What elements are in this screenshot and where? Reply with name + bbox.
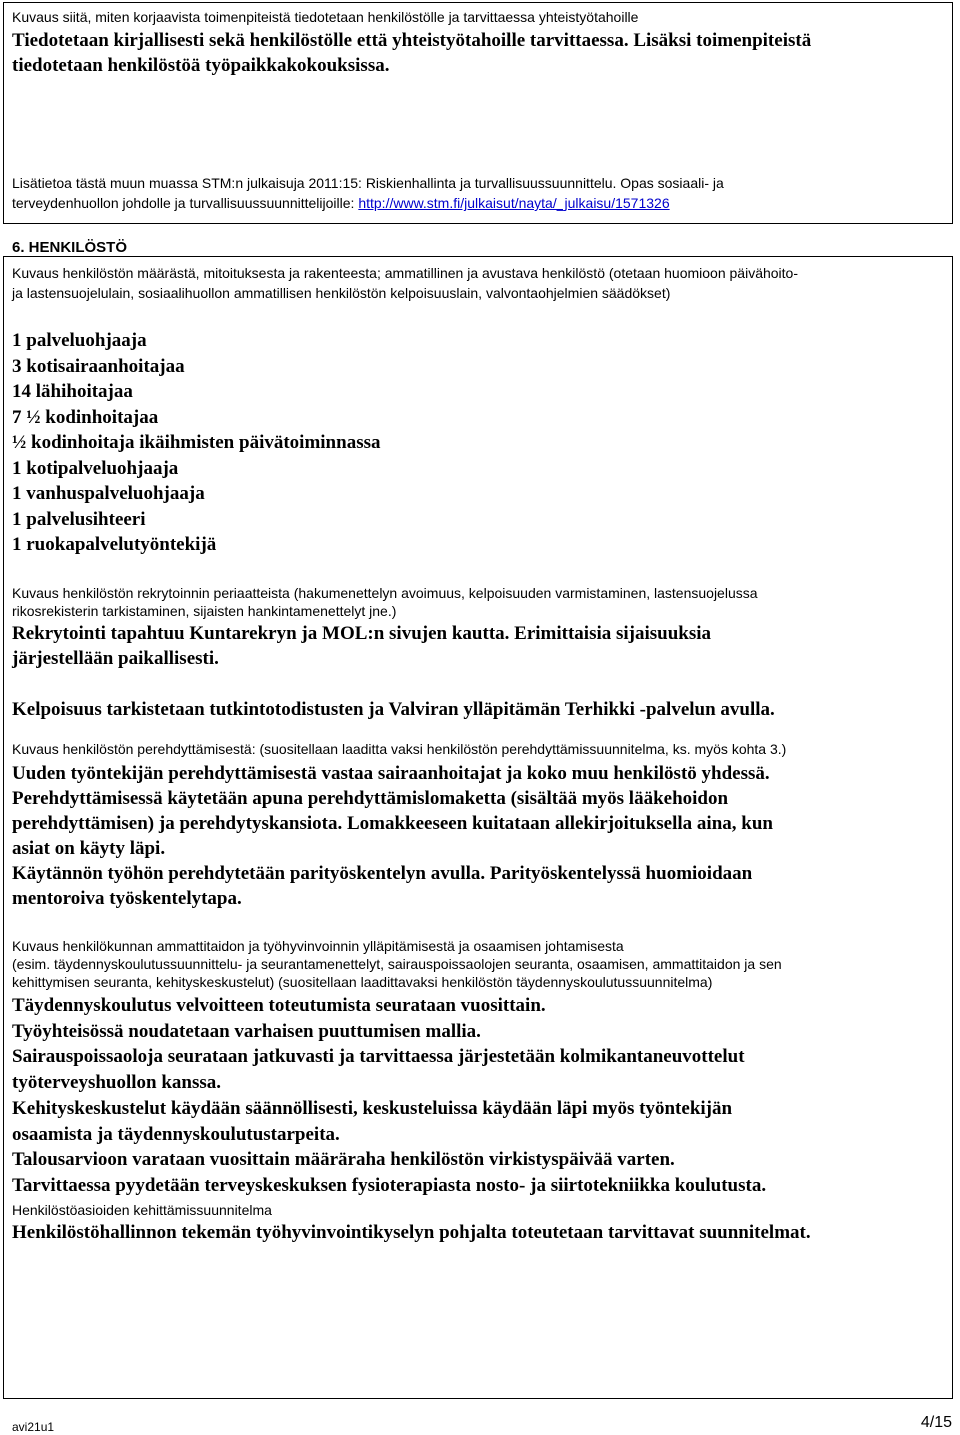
development-plan-caption: Henkilöstöasioiden kehittämissuunnitelma: [12, 1202, 272, 1218]
competence-caption: Kuvaus henkilökunnan ammattitaidon ja työhyvinvoinnin ylläpitämisestä ja osaamisen johtamisesta (esim. täydennyskoulutussuunnittelu- ja seurantamenettelyt, sairauspoissaolojen seuranta, osaamisen, ammattitaidon ja sen kehittymisen seuranta, kehityskeskustelut) (suositellaan laadittavaksi henkilöstön täydennyskoulutussuunnitelma): [12, 938, 782, 990]
staff-list: [12, 328, 946, 558]
recruitment-caption: Kuvaus henkilöstön rekrytoinnin periaatteista (hakumenettelyn avoimuus, kelpoisuuden varmistaminen, lastensuojelussa rikosrekisterin tarkistaminen, sijaisten hankintamenettelyt jne.): [12, 585, 758, 619]
corrective-actions-box: [3, 2, 953, 224]
orientation-answer: Uuden työntekijän perehdyttämisestä vastaa sairaanhoitajat ja koko muu henkilöstö yhdessä. Perehdyttämisessä käytetään apuna perehdyttämislomaketta (sisältää myös lääkehoidon perehdyttämisen) ja perehdytyskansiota. Lomakkeeseen kuitataan allekirjoituksella aina, kun asiat on käyty läpi. Käytännön työhön perehdytetään parityöskentelyn avulla. Parityöskentelyssä huomioidaan mentoroiva työskentelytapa.: [12, 763, 773, 909]
list-item: 1 ruokapalvelutyöntekijä: [12, 534, 217, 555]
footer-page-number: 4/15: [920, 1414, 952, 1431]
recruitment-answer: Rekrytointi tapahtuu Kuntarekryn ja MOL:n sivujen kautta. Erimittaisia sijaisuuksia järjestellään paikallisesti.: [12, 623, 712, 669]
list-item: 1 palvelusihteeri: [12, 508, 146, 530]
development-plan-answer: Henkilöstöhallinnon tekemän työhyvinvointikyselyn pohjalta toteutetaan tarvittavat suunnitelmat.: [12, 1222, 811, 1243]
orientation-caption: Kuvaus henkilöstön perehdyttämisestä: (suositellaan laaditta vaksi henkilöstön perehdyttämissuunnitelma, ks. myös kohta 3.): [12, 741, 787, 757]
list-item: 7 ½ kodinhoitajaa: [12, 406, 159, 428]
staff-section-box: [3, 256, 953, 1399]
staff-caption: Kuvaus henkilöstön määrästä, mitoituksesta ja rakenteesta; ammatillinen ja avustava henkilöstö (otetaan huomioon päivähoito- ja lastensuojelulain, sosiaalihuollon ammatillisen henkilöstön kelpoisuuslain, valvontaohjelmien säädökset): [12, 265, 798, 301]
corrective-actions-answer: Tiedotetaan kirjallisesti sekä henkilöstölle että yhteistyötahoille tarvittaessa. Lisäksi toimenpiteistä tiedotetaan henkilöstöä työpaikkakokouksissa.: [12, 30, 812, 76]
list-item: ½ kodinhoitaja ikäihmisten päivätoiminnassa: [12, 432, 381, 453]
competence-answer: Täydennyskoulutus velvoitteen toteutumista seurataan vuosittain. Työyhteisössä noudatetaan varhaisen puuttumisen mallia. Sairauspoissaoloja seurataan jatkuvasti ja tarvittaessa järjestetään kolmikantaneuvottelut työterveyshuollon kanssa. Kehityskeskustelut käydään säännöllisesti, keskusteluissa käydään läpi myös työntekijän osaamista ja täydennyskoulutustarpeita. Talousarvioon varataan vuosittain määräraha henkilöstön virkistyspäivää varten. Tarvittaessa pyydetään terveyskeskuksen fysioterapiasta nosto- ja siirtotekniikka koulutusta.: [12, 995, 767, 1196]
stm-publication-link[interactable]: http://www.stm.fi/julkaisut/nayta/_julkaisu/1571326: [358, 195, 670, 211]
corrective-actions-caption: Kuvaus siitä, miten korjaavista toimenpiteistä tiedotetaan henkilöstölle ja tarvittaessa yhteistyötahoille: [12, 9, 639, 25]
list-item: 1 kotipalveluohjaaja: [12, 457, 179, 479]
info-text: Lisätietoa tästä muun muassa STM:n julkaisuja 2011:15: Riskienhallinta ja turvallisuussuunnittelu. Opas sosiaali- ja terveydenhuollon johdolle ja turvallisuussuunnittelijoille: http://www.stm.fi/julkaisut/nayta/_julkaisu/1571326: [12, 175, 724, 211]
list-item: 14 lähihoitajaa: [12, 381, 133, 402]
list-item: 1 palveluohjaaja: [12, 330, 147, 351]
list-item: 1 vanhuspalveluohjaaja: [12, 483, 205, 504]
list-item: 3 kotisairaanhoitajaa: [12, 355, 185, 377]
qualification-answer: Kelpoisuus tarkistetaan tutkintotodistusten ja Valviran ylläpitämän Terhikki -palvelun avulla.: [12, 699, 775, 720]
section-heading-henkilosto: 6. HENKILÖSTÖ: [12, 239, 128, 256]
footer-doc-code: avi21u1: [12, 1420, 55, 1434]
